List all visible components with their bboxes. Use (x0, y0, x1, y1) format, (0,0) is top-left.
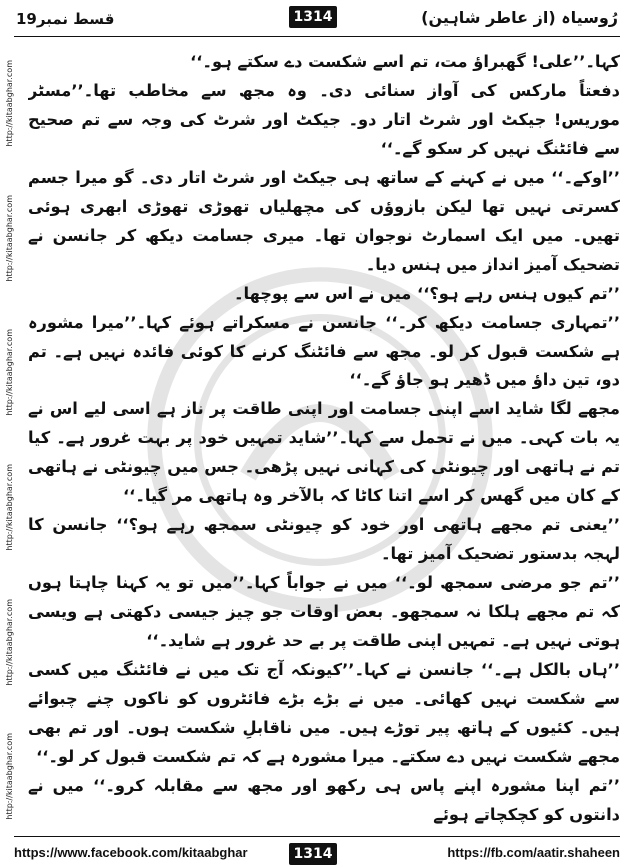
paragraph: ’’تم کیوں ہنس رہے ہو؟‘‘ میں نے اس سے پوچھا۔ (233, 283, 620, 303)
paragraph: ’’تم اپنا مشورہ اپنے پاس ہی رکھو اور مجھ سے مقابلہ کرو۔‘‘ میں نے دانتوں کو کچکچاتے ہوئے (28, 775, 620, 824)
paragraph: دفعتاً مارکس کی آواز سنائی دی۔ وہ مجھ سے مخاطب تھا۔’’مسٹر موریس! جیکٹ اور شرٹ اتار دو۔ جیکٹ اور شرٹ کی وجہ سے تم صحیح سے فائٹنگ نہیں کر سکو گے۔‘‘ (28, 80, 620, 158)
episode-label: قسط نمبر19 (16, 10, 115, 28)
story-text (28, 48, 620, 834)
paragraph: ’’ہاں بالکل ہے۔‘‘ جانسن نے کہا۔’’کیونکہ آج تک میں نے فائٹنگ میں کسی سے شکست نہیں کھائی۔ میں نے بڑے بڑے فائٹروں کو ناکوں چنے چبوائے ہیں۔ کئیوں کے ہاتھ پیر توڑے ہیں۔ میں ناقابلِ شکست ہوں۔ اور تم بھی مجھے شکست نہیں دے سکتے۔ میرا مشورہ ہے کہ تم شکست قبول کر لو۔‘‘ (28, 660, 620, 766)
paragraph: ’’اوکے۔‘‘ میں نے کہنے کے ساتھ ہی جیکٹ اور شرٹ اتار دی۔ گو میرا جسم کسرتی نہیں تھا لیکن بازوؤں کی مچھلیاں تھوڑی تھوڑی ابھری ہوئی تھیں۔ میں ایک اسمارٹ نوجوان تھا۔ میری جسامت دیکھ کر جانسن نے تضحیک آمیز انداز میں ہنس دیا۔ (28, 167, 620, 274)
page-number-bottom: 1314 (289, 843, 337, 865)
footer-divider (14, 836, 620, 837)
facebook-link[interactable]: https://www.facebook.com/kitaabghar (14, 845, 248, 860)
author-link[interactable]: https://fb.com/aatir.shaheen (447, 845, 620, 860)
side-url-link[interactable]: http://kitaabghar.com (4, 194, 14, 282)
page-footer (0, 840, 634, 868)
paragraph: ’’یعنی تم مجھے ہاتھی اور خود کو چیونٹی سمجھ رہے ہو؟‘‘ جانسن کا لہجہ بدستور تضحیک آمیز تھا۔ (28, 515, 620, 564)
paragraph: ’’تمہاری جسامت دیکھ کر۔‘‘ جانسن نے مسکراتے ہوئے کہا۔’’میرا مشورہ ہے شکست قبول کر لو۔ مجھ سے فائٹنگ کرنے کا کوئی فائدہ نہیں ہے۔ تم دو، تین داؤ میں ڈھیر ہو جاؤ گے۔‘‘ (28, 312, 620, 390)
side-url-link[interactable]: http://kitaabghar.com (4, 733, 14, 820)
paragraph: ’’تم جو مرضی سمجھ لو۔‘‘ میں نے جواباً کہا۔’’میں تو یہ کہنا چاہتا ہوں کہ تم مجھے ہلکا نہ سمجھو۔ بعض اوقات جو چیز جیسی دکھتی ہے ویسی ہوتی نہیں ہے۔ تمہیں اپنی طاقت پر بے حد غرور ہے شاید۔‘‘ (28, 573, 620, 651)
side-url-link[interactable]: http://kitaabghar.com (4, 598, 14, 686)
book-title: رُوسیاہ (از عاطر شاہین) (421, 8, 618, 27)
side-url-link[interactable]: http://kitaabghar.com (4, 329, 14, 416)
page-header (0, 0, 634, 40)
side-url-link[interactable]: http://kitaabghar.com (4, 60, 14, 147)
paragraph: کہا۔’’علی! گھبراؤ مت، تم اسے شکست دے سکتے ہو۔‘‘ (190, 52, 620, 71)
side-url-strip (3, 60, 15, 820)
side-url-link[interactable]: http://kitaabghar.com (4, 464, 14, 551)
page-number-top: 1314 (289, 6, 337, 28)
paragraph: مجھے لگا شاید اسے اپنی جسامت اور اپنی طاقت پر ناز ہے اسی لیے اس نے یہ بات کہی۔ میں نے تحمل سے کہا۔’’شاید تمہیں خود پر بہت غرور ہے۔ کیا تم نے ہاتھی اور چیونٹی کی کہانی نہیں پڑھی۔ جس میں چیونٹی نے ہاتھی کے کان میں گھس کر اسے اتنا کاٹا کہ بالآخر وہ ہاتھی مر گیا۔‘‘ (28, 399, 620, 506)
header-divider (14, 36, 620, 37)
